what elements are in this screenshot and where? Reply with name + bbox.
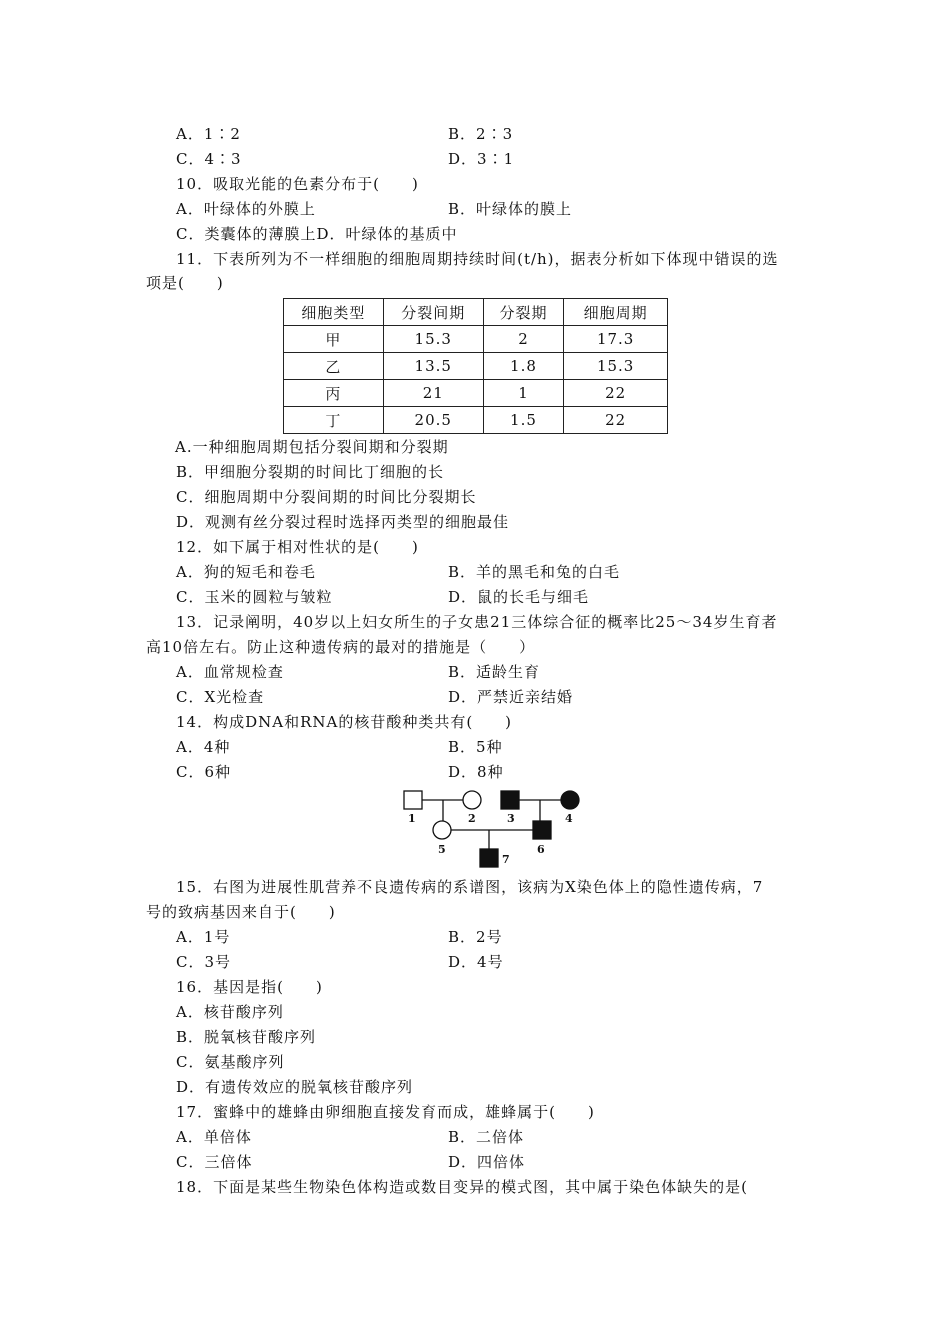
pedigree-label-1: 1 — [408, 812, 416, 825]
q11-option-a: A.一种细胞周期包括分裂间期和分裂期 — [175, 438, 449, 456]
table-cell: 1.5 — [483, 407, 564, 434]
q15-option-b: B．2号 — [448, 928, 503, 946]
table-cell: 17.3 — [564, 326, 668, 353]
table-cell: 15.3 — [383, 326, 483, 353]
table-cell: 丁 — [284, 407, 384, 434]
individual-1-male-unaffected — [404, 791, 422, 809]
q11-option-c: C．细胞周期中分裂间期的时间比分裂期长 — [176, 488, 477, 506]
q10-stem: 10．吸取光能的色素分布于( ) — [176, 175, 419, 193]
q10-option-b: B．叶绿体的膜上 — [448, 200, 573, 218]
q9-option-a: A．1∶2 — [176, 125, 241, 143]
q15-stem: 15．右图为进展性肌营养不良遗传病的系谱图，该病为X染色体上的隐性遗传病，7 — [176, 878, 764, 896]
table-cell: 13.5 — [383, 353, 483, 380]
table-cell: 15.3 — [564, 353, 668, 380]
table-cell: 2 — [483, 326, 564, 353]
q17-stem: 17．蜜蜂中的雄蜂由卵细胞直接发育而成，雄蜂属于( ) — [176, 1103, 595, 1121]
q15-option-d: D．4号 — [448, 953, 504, 971]
q13-option-a: A．血常规检查 — [176, 663, 284, 681]
pedigree-label-3: 3 — [507, 812, 515, 825]
individual-6-male-affected — [533, 821, 551, 839]
pedigree-label-4: 4 — [565, 812, 573, 825]
table-cell: 乙 — [284, 353, 384, 380]
q18-stem: 18．下面是某些生物染色体构造或数目变异的模式图，其中属于染色体缺失的是( — [176, 1178, 748, 1196]
table-header: 分裂间期 — [383, 299, 483, 326]
q16-option-c: C．氨基酸序列 — [176, 1053, 285, 1071]
q15-option-a: A．1号 — [176, 928, 231, 946]
individual-4-female-affected — [561, 791, 579, 809]
q12-stem: 12．如下属于相对性状的是( ) — [176, 538, 419, 556]
q11-option-d: D．观测有丝分裂过程时选择丙类型的细胞最佳 — [176, 513, 510, 531]
q12-option-a: A．狗的短毛和卷毛 — [176, 563, 316, 581]
q14-option-d: D．8种 — [448, 763, 504, 781]
q16-option-d: D．有遗传效应的脱氧核苷酸序列 — [176, 1078, 414, 1096]
table-cell: 丙 — [284, 380, 384, 407]
q17-option-d: D．四倍体 — [448, 1153, 526, 1171]
q14-option-a: A．4种 — [176, 738, 231, 756]
individual-5-female-unaffected — [433, 821, 451, 839]
table-cell: 1.8 — [483, 353, 564, 380]
individual-2-female-unaffected — [463, 791, 481, 809]
pedigree-label-5: 5 — [438, 843, 446, 856]
q17-option-c: C．三倍体 — [176, 1153, 253, 1171]
q12-option-b: B．羊的黑毛和兔的白毛 — [448, 563, 621, 581]
q14-option-c: C．6种 — [176, 763, 232, 781]
table-header: 细胞类型 — [284, 299, 384, 326]
q9-option-b: B．2∶3 — [448, 125, 514, 143]
q14-stem: 14．构成DNA和RNA的核苷酸种类共有( ) — [176, 713, 513, 731]
pedigree-label-6: 6 — [537, 843, 545, 856]
table-cell: 21 — [383, 380, 483, 407]
table-cell: 20.5 — [383, 407, 483, 434]
q15-stem-cont: 号的致病基因来自于( ) — [146, 903, 336, 921]
table-row — [284, 353, 668, 380]
individual-7-male-affected — [480, 849, 498, 867]
q13-stem-cont: 高10倍左右。防止这种遗传病的最对的措施是（ ） — [146, 638, 536, 656]
q9-option-c: C．4∶3 — [176, 150, 242, 168]
q17-option-a: A．单倍体 — [176, 1128, 252, 1146]
q13-option-b: B．适龄生育 — [448, 663, 541, 681]
q14-option-b: B．5种 — [448, 738, 503, 756]
cell-cycle-table — [283, 298, 668, 434]
individual-3-male-affected — [501, 791, 519, 809]
q10-option-cd: C．类囊体的薄膜上D．叶绿体的基质中 — [176, 225, 458, 243]
q13-option-d: D．严禁近亲结婚 — [448, 688, 574, 706]
q17-option-b: B．二倍体 — [448, 1128, 525, 1146]
table-row — [284, 407, 668, 434]
table-header: 分裂期 — [483, 299, 564, 326]
q11-stem: 11．下表所列为不一样细胞的细胞周期持续时间(t/h)，据表分析如下体现中错误的选 — [176, 250, 779, 268]
q16-option-a: A．核苷酸序列 — [176, 1003, 284, 1021]
table-row — [284, 326, 668, 353]
q13-option-c: C．X光检查 — [176, 688, 265, 706]
q12-option-c: C．玉米的圆粒与皱粒 — [176, 588, 333, 606]
q16-option-b: B．脱氧核苷酸序列 — [176, 1028, 317, 1046]
table-cell: 1 — [483, 380, 564, 407]
q16-stem: 16．基因是指( ) — [176, 978, 323, 996]
table-cell: 22 — [564, 407, 668, 434]
q9-option-d: D．3∶1 — [448, 150, 515, 168]
table-header: 细胞周期 — [564, 299, 668, 326]
q12-option-d: D．鼠的长毛与细毛 — [448, 588, 590, 606]
table-row — [284, 380, 668, 407]
q11-option-b: B．甲细胞分裂期的时间比丁细胞的长 — [176, 463, 445, 481]
q15-option-c: C．3号 — [176, 953, 232, 971]
pedigree-chart — [395, 786, 595, 868]
q10-option-a: A．叶绿体的外膜上 — [176, 200, 316, 218]
table-cell: 22 — [564, 380, 668, 407]
table-header-row — [284, 299, 668, 326]
pedigree-label-7: 7 — [502, 853, 510, 866]
q11-stem-cont: 项是( ) — [146, 274, 224, 292]
q13-stem: 13．记录阐明，40岁以上妇女所生的子女患21三体综合征的概率比25～34岁生育者 — [176, 613, 778, 631]
pedigree-label-2: 2 — [468, 812, 476, 825]
table-cell: 甲 — [284, 326, 384, 353]
